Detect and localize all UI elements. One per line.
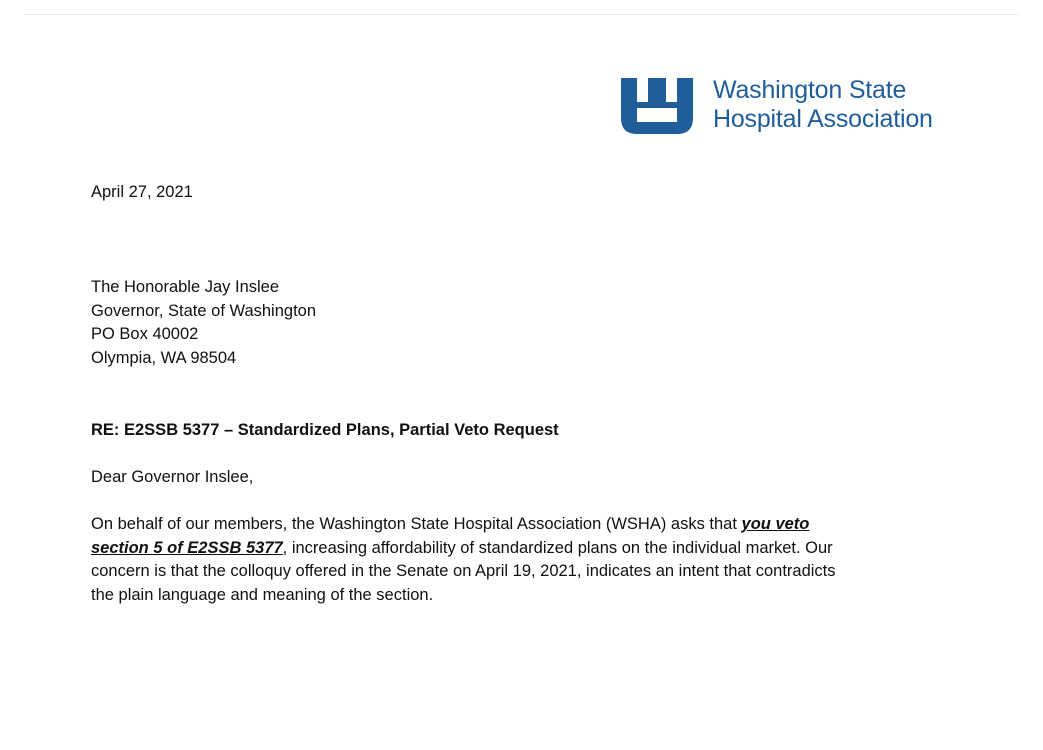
organization-name-line2: Hospital Association: [713, 105, 933, 133]
paragraph-line: [91, 513, 836, 537]
paragraph-text: , increasing affordability of standardized plans on the individual market. Our: [282, 538, 833, 557]
recipient-address: [91, 276, 316, 370]
subject-line: RE: E2SSB 5377 – Standardized Plans, Partial Veto Request: [91, 421, 559, 439]
recipient-line: PO Box 40002: [91, 325, 199, 344]
section-reference-emphasis: section 5 of E2SSB 5377: [91, 538, 283, 557]
page-top-rule: [24, 14, 1018, 15]
paragraph-line: [91, 537, 836, 561]
body-paragraph: [91, 513, 836, 607]
paragraph-text: On behalf of our members, the Washington State Hospital Association (WSHA) asks that: [91, 515, 742, 533]
organization-name-line1: Washington State: [713, 76, 907, 104]
recipient-line: The Honorable Jay Inslee: [91, 278, 280, 296]
letter-date: April 27, 2021: [91, 183, 193, 201]
paragraph-line: the plain language and meaning of the section.: [91, 585, 434, 604]
wsha-h-logo-icon: [621, 78, 693, 134]
paragraph-line: concern is that the colloquy offered in the Senate on April 19, 2021, indicates an intent that contradicts: [91, 562, 836, 581]
organization-name: [713, 76, 933, 134]
salutation: Dear Governor Inslee,: [91, 468, 254, 486]
letterhead: [621, 78, 933, 138]
recipient-line: Olympia, WA 98504: [91, 348, 237, 367]
recipient-line: Governor, State of Washington: [91, 301, 317, 320]
veto-request-emphasis: you veto: [741, 515, 810, 533]
